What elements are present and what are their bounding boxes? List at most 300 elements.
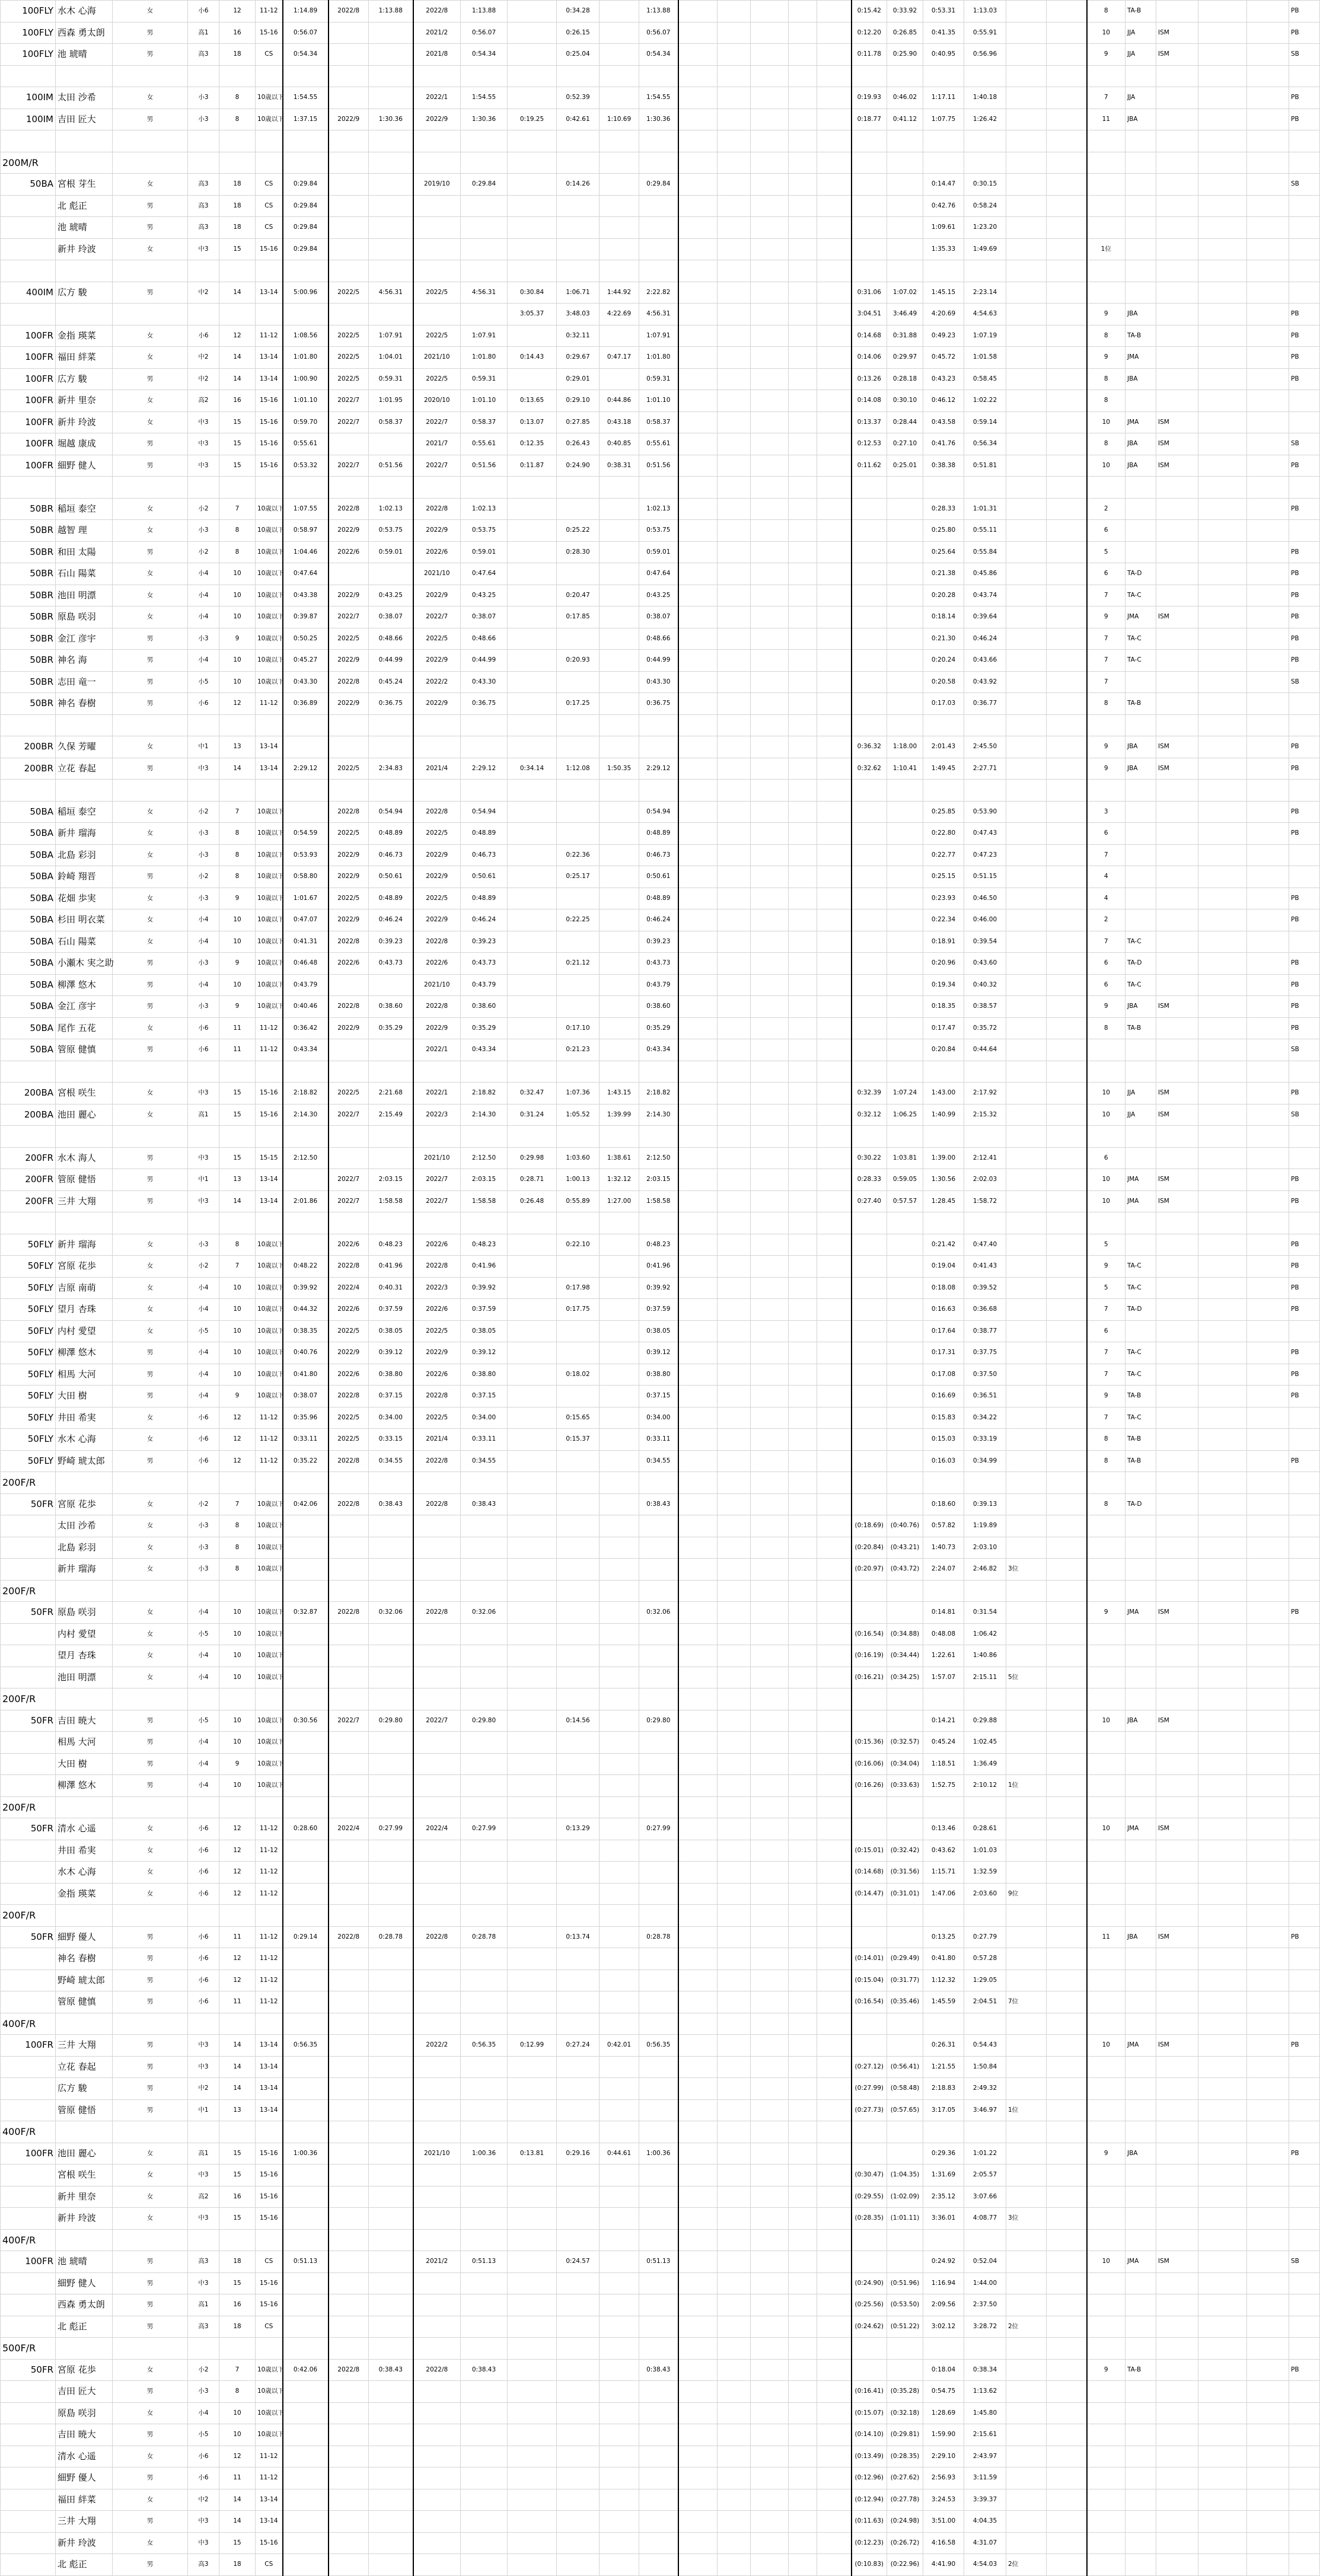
- table-cell: [1047, 1753, 1087, 1775]
- table-cell: [789, 2035, 817, 2057]
- table-cell: [461, 130, 508, 152]
- table-row: [1, 1, 1320, 23]
- cell-ag: 12: [219, 1840, 256, 1862]
- cell-s4: 0:35.29: [639, 1017, 678, 1039]
- table-cell: [329, 2121, 369, 2143]
- table-cell: [789, 996, 817, 1018]
- cell-p4: 1:44.00: [964, 2272, 1006, 2294]
- cell-p4: 2:05.57: [964, 2165, 1006, 2186]
- table-row: [1, 304, 1320, 325]
- table-cell: [1198, 1948, 1247, 1970]
- cell-l2: [1156, 520, 1198, 542]
- table-cell: [678, 1277, 718, 1299]
- cell-s2: [557, 1667, 600, 1688]
- cell-gr: 小3: [188, 953, 219, 975]
- table-cell: [1047, 325, 1087, 347]
- table-cell: [1047, 1147, 1087, 1169]
- table-cell: [639, 1472, 678, 1494]
- cell-l1: [1125, 1667, 1156, 1688]
- cell-s3: [600, 2489, 639, 2511]
- cell-gr: 高3: [188, 217, 219, 239]
- cell-l2: ISM: [1156, 2251, 1198, 2273]
- cell-t2: [369, 2078, 413, 2100]
- cell-s2: [557, 2056, 600, 2078]
- cell-x1: [1006, 1, 1047, 23]
- cell-n1: 3: [1087, 801, 1125, 823]
- table-cell: [789, 607, 817, 628]
- cell-s1: [508, 2554, 557, 2576]
- table-cell: [678, 1104, 718, 1126]
- table-row: [1, 195, 1320, 217]
- table-cell: [1247, 2511, 1289, 2533]
- cell-b1: [283, 304, 329, 325]
- table-cell: [1247, 1472, 1289, 1494]
- cell-p3: 0:45.24: [923, 1732, 964, 1754]
- cell-ag: 10: [219, 671, 256, 693]
- table-cell: [718, 2143, 751, 2165]
- cell-p4: 1:29.05: [964, 1969, 1006, 1991]
- table-cell: [678, 1083, 718, 1105]
- cell-t3: 1:01.10: [461, 390, 508, 412]
- cell-cl: 13-14: [256, 368, 283, 390]
- cell-l2: [1156, 2208, 1198, 2230]
- table-cell: [923, 2121, 964, 2143]
- table-cell: [219, 714, 256, 736]
- table-cell: [1198, 1126, 1247, 1148]
- cell-p1: (0:14.47): [852, 1883, 887, 1905]
- cell-p1: [852, 1450, 887, 1472]
- cell-pb: [1289, 2078, 1320, 2100]
- table-cell: [413, 65, 461, 87]
- cell-ev: [1, 217, 56, 239]
- cell-nm: 新井 里奈: [56, 390, 113, 412]
- table-cell: [1047, 974, 1087, 996]
- table-cell: [817, 1537, 852, 1559]
- cell-s4: 2:22.82: [639, 282, 678, 304]
- cell-l1: TA-C: [1125, 1342, 1156, 1364]
- table-cell: [1047, 65, 1087, 87]
- table-cell: [923, 65, 964, 87]
- table-cell: [1247, 1667, 1289, 1688]
- cell-d2: [329, 2035, 369, 2057]
- cell-s1: 0:28.71: [508, 1169, 557, 1191]
- table-cell: [964, 714, 1006, 736]
- table-cell: [1047, 1039, 1087, 1061]
- cell-b1: 1:00.36: [283, 2143, 329, 2165]
- cell-s4: 0:46.73: [639, 844, 678, 866]
- table-cell: [751, 931, 789, 953]
- table-cell: [1047, 650, 1087, 672]
- cell-pb: PB: [1289, 2143, 1320, 2165]
- cell-t2: [369, 1039, 413, 1061]
- cell-nm: 管原 健慎: [56, 1039, 113, 1061]
- cell-s1: [508, 1775, 557, 1797]
- cell-gr: 小6: [188, 1926, 219, 1948]
- cell-d3: 2022/5: [413, 628, 461, 650]
- table-cell: [718, 1818, 751, 1840]
- cell-p2: 0:41.12: [887, 108, 923, 130]
- cell-l1: [1125, 1948, 1156, 1970]
- cell-s3: [600, 368, 639, 390]
- table-cell: [461, 1580, 508, 1602]
- table-cell: [789, 2381, 817, 2403]
- cell-p2: (1:04.35): [887, 2165, 923, 2186]
- cell-gr: 小2: [188, 866, 219, 888]
- cell-t2: 0:40.31: [369, 1277, 413, 1299]
- cell-d2: 2022/8: [329, 671, 369, 693]
- cell-p2: (0:58.48): [887, 2078, 923, 2100]
- section-label: 200M/R: [1, 152, 56, 174]
- cell-s2: 0:15.65: [557, 1407, 600, 1429]
- table-cell: [1198, 1472, 1247, 1494]
- table-cell: [1047, 1645, 1087, 1667]
- cell-s3: [600, 693, 639, 715]
- cell-d2: [329, 2554, 369, 2576]
- table-cell: [678, 1948, 718, 1970]
- cell-gr: 小6: [188, 1407, 219, 1429]
- table-cell: [1247, 1645, 1289, 1667]
- table-cell: [1247, 801, 1289, 823]
- cell-t2: 0:37.15: [369, 1386, 413, 1407]
- cell-t2: 0:37.59: [369, 1299, 413, 1321]
- cell-l1: [1125, 823, 1156, 845]
- table-cell: [751, 1342, 789, 1364]
- table-cell: [1198, 1147, 1247, 1169]
- table-cell: [751, 1386, 789, 1407]
- table-cell: [718, 1559, 751, 1581]
- cell-p4: 0:53.90: [964, 801, 1006, 823]
- table-cell: [219, 1580, 256, 1602]
- cell-p3: 0:22.77: [923, 844, 964, 866]
- table-cell: [852, 714, 887, 736]
- cell-sx: 男: [113, 1342, 188, 1364]
- table-cell: [369, 130, 413, 152]
- cell-d2: [329, 217, 369, 239]
- cell-x1: 1位: [1006, 1775, 1047, 1797]
- cell-t3: [461, 1969, 508, 1991]
- cell-s2: [557, 2468, 600, 2489]
- table-cell: [219, 477, 256, 499]
- cell-l1: JBA: [1125, 368, 1156, 390]
- table-cell: [817, 1753, 852, 1775]
- cell-b1: 0:44.32: [283, 1299, 329, 1321]
- cell-p1: [852, 650, 887, 672]
- cell-p3: 0:53.31: [923, 1, 964, 23]
- cell-sx: 男: [113, 996, 188, 1018]
- cell-s4: [639, 2446, 678, 2468]
- cell-x1: [1006, 1234, 1047, 1256]
- cell-d3: 2022/8: [413, 1386, 461, 1407]
- table-row: [1, 1342, 1320, 1364]
- cell-d3: 2022/8: [413, 931, 461, 953]
- table-cell: [600, 152, 639, 174]
- cell-pb: [1289, 1969, 1320, 1991]
- cell-pb: PB: [1289, 347, 1320, 369]
- table-cell: [1247, 238, 1289, 260]
- cell-n1: 8: [1087, 325, 1125, 347]
- cell-nm: 宮原 花歩: [56, 1493, 113, 1515]
- cell-cl: 11-12: [256, 1840, 283, 1862]
- cell-pb: PB: [1289, 888, 1320, 909]
- table-cell: [789, 1796, 817, 1818]
- cell-nm: 新井 玲波: [56, 2532, 113, 2554]
- table-cell: [600, 780, 639, 802]
- cell-d2: [329, 174, 369, 196]
- cell-p4: 0:56.96: [964, 44, 1006, 66]
- cell-ev: [1, 2272, 56, 2294]
- cell-d3: 2021/10: [413, 1147, 461, 1169]
- cell-p3: 0:49.23: [923, 325, 964, 347]
- table-cell: [256, 260, 283, 282]
- cell-s1: [508, 325, 557, 347]
- cell-d2: 2022/7: [329, 411, 369, 433]
- table-cell: [718, 736, 751, 758]
- table-cell: [56, 65, 113, 87]
- table-cell: [789, 2229, 817, 2251]
- cell-l2: [1156, 304, 1198, 325]
- table-cell: [718, 1342, 751, 1364]
- table-cell: [678, 1429, 718, 1451]
- table-cell: [1198, 1840, 1247, 1862]
- table-cell: [1125, 2338, 1156, 2360]
- cell-l1: JBA: [1125, 304, 1156, 325]
- cell-pb: [1289, 1537, 1320, 1559]
- cell-p1: 0:31.06: [852, 282, 887, 304]
- table-cell: [751, 1104, 789, 1126]
- table-cell: [1047, 1991, 1087, 2013]
- cell-s3: [600, 217, 639, 239]
- table-cell: [817, 2272, 852, 2294]
- table-cell: [817, 1969, 852, 1991]
- cell-p1: [852, 953, 887, 975]
- cell-gr: 高3: [188, 2554, 219, 2576]
- cell-ag: 10: [219, 1299, 256, 1321]
- cell-l1: [1125, 866, 1156, 888]
- table-cell: [1006, 1580, 1047, 1602]
- cell-s4: [639, 2272, 678, 2294]
- section-header-row: [1, 1580, 1320, 1602]
- table-cell: [1289, 1126, 1320, 1148]
- cell-gr: 高3: [188, 2251, 219, 2273]
- cell-x1: 2位: [1006, 2554, 1047, 2576]
- table-cell: [817, 1017, 852, 1039]
- cell-ag: 12: [219, 1450, 256, 1472]
- cell-l1: [1125, 2424, 1156, 2446]
- cell-t2: 1:02.13: [369, 498, 413, 520]
- cell-n1: 10: [1087, 1169, 1125, 1191]
- cell-d2: [329, 1147, 369, 1169]
- cell-s3: [600, 541, 639, 563]
- cell-n1: [1087, 2554, 1125, 2576]
- table-cell: [718, 693, 751, 715]
- cell-x1: [1006, 1277, 1047, 1299]
- table-cell: [817, 1623, 852, 1645]
- cell-t3: 0:48.89: [461, 888, 508, 909]
- table-cell: [789, 1948, 817, 1970]
- table-cell: [789, 2294, 817, 2316]
- cell-nm: 立花 春起: [56, 758, 113, 780]
- cell-p3: 0:22.34: [923, 909, 964, 931]
- cell-t2: [369, 87, 413, 109]
- cell-sx: 男: [113, 108, 188, 130]
- blank-row: [1, 260, 1320, 282]
- table-cell: [1289, 1905, 1320, 1927]
- cell-d2: 2022/7: [329, 1169, 369, 1191]
- cell-ag: 8: [219, 87, 256, 109]
- table-cell: [789, 1862, 817, 1884]
- cell-t2: [369, 2099, 413, 2121]
- cell-t2: 0:58.37: [369, 411, 413, 433]
- cell-nm: 三井 大翔: [56, 2511, 113, 2533]
- cell-t2: [369, 2251, 413, 2273]
- cell-sx: 男: [113, 368, 188, 390]
- table-cell: [718, 1710, 751, 1732]
- table-cell: [751, 1688, 789, 1710]
- cell-ev: [1, 2402, 56, 2424]
- table-cell: [718, 2554, 751, 2576]
- cell-gr: 小4: [188, 931, 219, 953]
- cell-b1: [283, 2446, 329, 2468]
- cell-n1: 6: [1087, 823, 1125, 845]
- table-cell: [718, 2338, 751, 2360]
- cell-s2: [557, 2489, 600, 2511]
- table-cell: [188, 2013, 219, 2035]
- table-cell: [508, 1796, 557, 1818]
- table-cell: [817, 217, 852, 239]
- table-cell: [751, 1623, 789, 1645]
- cell-ag: 11: [219, 1039, 256, 1061]
- table-cell: [1247, 888, 1289, 909]
- cell-ev: [1, 1883, 56, 1905]
- table-cell: [1047, 1083, 1087, 1105]
- table-cell: [1047, 953, 1087, 975]
- table-cell: [369, 1212, 413, 1234]
- cell-s2: [557, 2402, 600, 2424]
- cell-p2: [887, 195, 923, 217]
- table-cell: [219, 65, 256, 87]
- table-cell: [817, 1862, 852, 1884]
- cell-s4: 2:29.12: [639, 758, 678, 780]
- cell-p3: 0:20.96: [923, 953, 964, 975]
- cell-p3: 2:29.10: [923, 2446, 964, 2468]
- table-cell: [678, 1796, 718, 1818]
- cell-p3: 0:16.63: [923, 1299, 964, 1321]
- cell-d3: 2022/4: [413, 1818, 461, 1840]
- table-row: [1, 888, 1320, 909]
- cell-p1: [852, 2143, 887, 2165]
- cell-s2: 1:06.71: [557, 282, 600, 304]
- table-cell: [817, 780, 852, 802]
- table-cell: [1047, 1580, 1087, 1602]
- table-cell: [887, 1905, 923, 1927]
- cell-s4: 0:59.01: [639, 541, 678, 563]
- table-cell: [1047, 1515, 1087, 1537]
- table-cell: [219, 1126, 256, 1148]
- table-cell: [1247, 1775, 1289, 1797]
- cell-ag: 12: [219, 1862, 256, 1884]
- cell-p4: 0:29.88: [964, 1710, 1006, 1732]
- table-cell: [678, 1645, 718, 1667]
- cell-l1: TA-C: [1125, 931, 1156, 953]
- table-cell: [751, 195, 789, 217]
- cell-nm: 新井 瑠海: [56, 1559, 113, 1581]
- blank-row: [1, 714, 1320, 736]
- cell-x1: [1006, 1710, 1047, 1732]
- cell-ev: 50BA: [1, 844, 56, 866]
- cell-x1: [1006, 217, 1047, 239]
- table-row: [1, 2099, 1320, 2121]
- table-cell: [1087, 1061, 1125, 1083]
- table-cell: [1247, 2424, 1289, 2446]
- cell-l2: [1156, 628, 1198, 650]
- cell-s1: [508, 2099, 557, 2121]
- cell-n1: 10: [1087, 22, 1125, 44]
- table-cell: [1247, 1450, 1289, 1472]
- cell-pb: PB: [1289, 758, 1320, 780]
- table-cell: [751, 1515, 789, 1537]
- table-cell: [887, 1212, 923, 1234]
- cell-l1: [1125, 2489, 1156, 2511]
- cell-p1: [852, 974, 887, 996]
- table-cell: [718, 563, 751, 585]
- table-cell: [718, 304, 751, 325]
- table-cell: [718, 1623, 751, 1645]
- table-cell: [678, 2489, 718, 2511]
- cell-ev: 50FLY: [1, 1256, 56, 1278]
- table-cell: [1198, 347, 1247, 369]
- cell-t2: [369, 433, 413, 455]
- table-cell: [718, 1039, 751, 1061]
- table-cell: [817, 1515, 852, 1537]
- cell-sx: 女: [113, 1559, 188, 1581]
- table-cell: [413, 780, 461, 802]
- cell-p2: [887, 1602, 923, 1624]
- cell-d3: 2021/4: [413, 1429, 461, 1451]
- cell-nm: 宮根 芽生: [56, 174, 113, 196]
- cell-t2: [369, 2272, 413, 2294]
- cell-l2: [1156, 2511, 1198, 2533]
- cell-t2: 0:36.75: [369, 693, 413, 715]
- cell-nm: 新井 里奈: [56, 2186, 113, 2208]
- cell-s2: 0:26.15: [557, 22, 600, 44]
- cell-s4: 0:34.55: [639, 1450, 678, 1472]
- cell-b1: 0:55.61: [283, 433, 329, 455]
- cell-sx: 男: [113, 1775, 188, 1797]
- table-cell: [1047, 607, 1087, 628]
- table-cell: [1156, 65, 1198, 87]
- cell-n1: 9: [1087, 736, 1125, 758]
- table-cell: [56, 1212, 113, 1234]
- cell-p3: 0:16.69: [923, 1386, 964, 1407]
- section-header-row: [1, 1688, 1320, 1710]
- cell-t3: 0:32.06: [461, 1602, 508, 1624]
- cell-x1: [1006, 304, 1047, 325]
- cell-l2: [1156, 238, 1198, 260]
- table-cell: [923, 130, 964, 152]
- table-cell: [718, 282, 751, 304]
- cell-s3: [600, 325, 639, 347]
- cell-t3: 0:29.80: [461, 1710, 508, 1732]
- cell-n1: 8: [1087, 693, 1125, 715]
- table-cell: [678, 1753, 718, 1775]
- cell-p1: (0:14.68): [852, 1862, 887, 1884]
- cell-s2: [557, 671, 600, 693]
- table-cell: [329, 1905, 369, 1927]
- section-label: 200F/R: [1, 1688, 56, 1710]
- cell-p1: [852, 909, 887, 931]
- cell-s2: 1:03.60: [557, 1147, 600, 1169]
- cell-l1: JMA: [1125, 2251, 1156, 2273]
